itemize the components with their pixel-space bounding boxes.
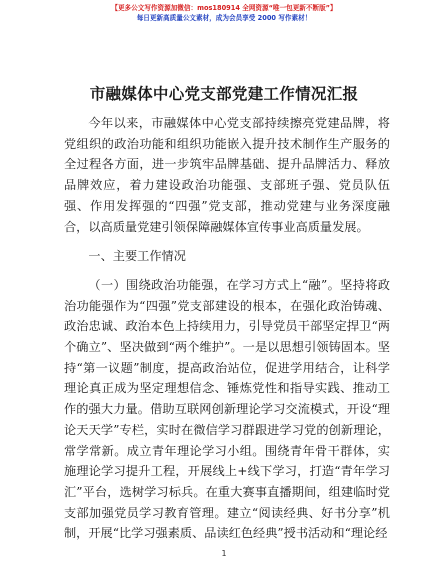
section-paragraph: （一）围绕政治功能强，在学习方式上“融”。坚持将政治功能强作为“四强”党支部建设的根本，在强化政治铸魂、政治忠诚、政治本色上持续用力，引导党员干部坚定捍卫“两个确立”、坚决做到“两个维护”。一是以思想引领铸固本。坚持“第一议题”制度，提高政治站位，促进学用结合，让科学理论真正成为坚定理想信念、锤炼党性和指导实践、推动工作的强大力量。借助互联网创新理论学习交流模式，开设“理论天天学”专栏，实时在微信学习群跟进学习党的创新理论，常学常新。成立青年理论学习小组。围绕青年骨干群体，实施理论学习提升工程，开展线上+线下学习，打造“青年学习汇”平台，选树学习标兵。在重大赛事直播期间，组建临时党支部加强党员学习教育管理。建立“阅读经典、好书分享”机制，开展“比学习强素质、品读红色经典”授书活动和“理论经 (64, 277, 390, 541)
promo-banner-line-1: 【更多公文写作资源加微信：mos180914 全网资源“唯一包更新不断版”】 (111, 4, 337, 12)
promo-banner-line-2: 每日更新高质量公文素材，成为会员享受 2000 写作素材！ (136, 13, 312, 22)
document-body (64, 113, 390, 544)
intro-paragraph: 今年以来，市融媒体中心党支部持续擦亮党建品牌，将党组织的政治功能和组织功能嵌入提升技术制作生产服务的全过程各方面，进一步筑牢品牌基础、提升品牌活力、释放品牌效应，着力建设政治功能强、支部班子强、党员队伍强、作用发挥强的“四强”党支部，推动党建与业务深度融合，以高质量党建引领保障融媒体宣传事业高质量发展。 (64, 116, 390, 234)
page-number: 1 (221, 549, 227, 558)
section-heading: 一、主要工作情况 (88, 249, 186, 264)
document-title: 市融媒体中心党支部党建工作情况汇报 (89, 85, 359, 103)
promo-banner (0, 4, 448, 23)
